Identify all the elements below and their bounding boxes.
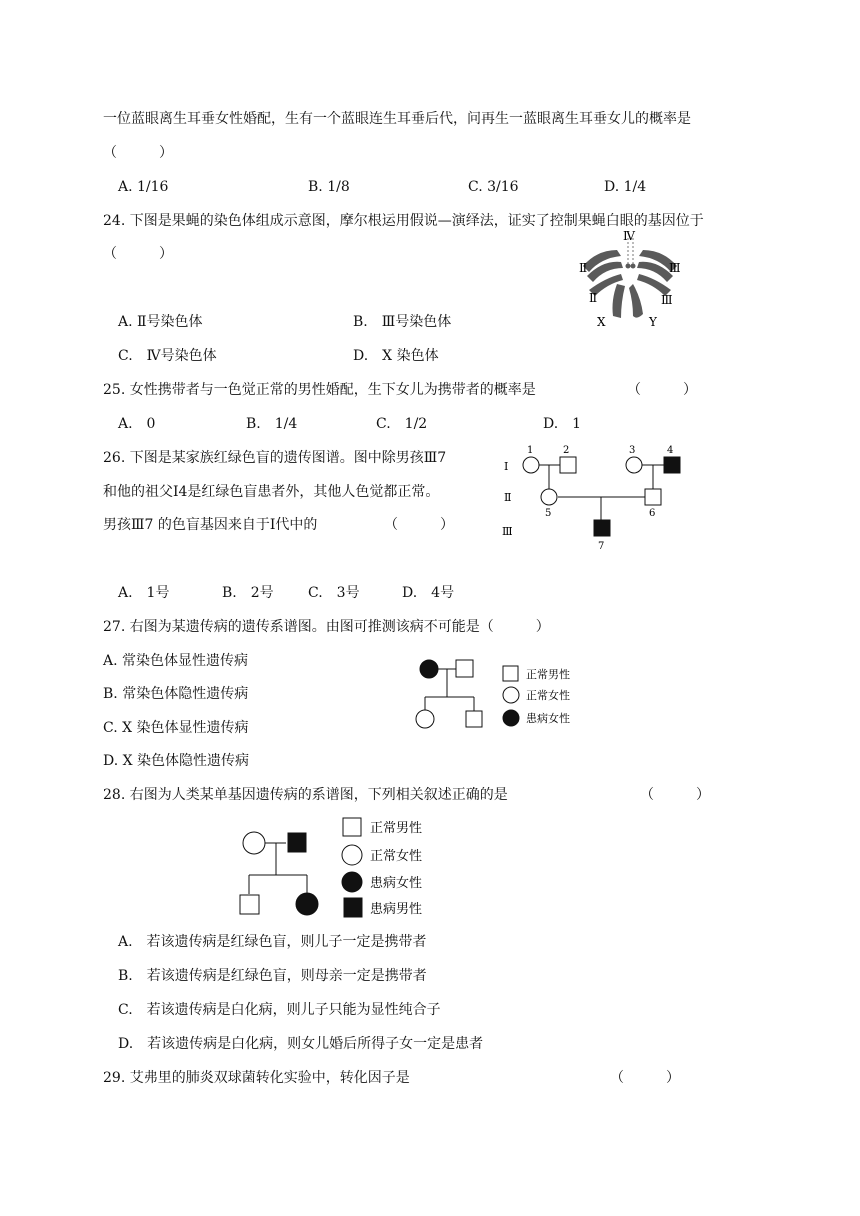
- q29-stem: 29. 艾弗里的肺炎双球菌转化实验中，转化因子是: [103, 1070, 410, 1086]
- num-4: 4: [667, 445, 674, 456]
- num-2: 2: [563, 445, 570, 456]
- q25-option-b: B. 1/4: [246, 416, 298, 432]
- q23-option-c: C. 3/16: [468, 179, 519, 195]
- q25-paren: （ ）: [627, 382, 697, 398]
- q28-father-affected: [288, 833, 306, 852]
- legend-normal-male: 正常男性: [526, 668, 570, 681]
- q23-stem: 一位蓝眼离生耳垂女性婚配，生有一个蓝眼连生耳垂后代，问再生一蓝眼离生耳垂女儿的概率是: [103, 111, 691, 127]
- q26-stem-line2: 和他的祖父Ⅰ4是红绿色盲患者外，其他人色觉都正常。: [103, 484, 440, 500]
- num-7: 7: [598, 541, 605, 552]
- legend-affected-female: 患病女性: [526, 712, 570, 725]
- chromosome-y: [629, 284, 643, 318]
- pedigree-ii5-female: [541, 489, 557, 505]
- legend-normal-female: 正常女性: [526, 689, 570, 702]
- q26-option-b: B. 2号: [222, 585, 274, 601]
- label-x: X: [597, 315, 606, 329]
- gen-label-i: Ⅰ: [504, 460, 509, 473]
- q28-legend-affected-female-icon: [342, 872, 362, 892]
- q23-option-a: A. 1/16: [118, 179, 169, 195]
- q26-pedigree: [500, 440, 700, 555]
- q24-option-c: C. Ⅳ号染色体: [118, 348, 217, 364]
- q27-option-b: B. 常染色体隐性遗传病: [103, 686, 249, 702]
- gen-label-iii: Ⅲ: [502, 525, 513, 538]
- q27-normal-daughter: [416, 710, 434, 728]
- label-y: Y: [649, 315, 657, 329]
- q28-option-b: B. 若该遗传病是红绿色盲，则母亲一定是携带者: [118, 968, 427, 984]
- q28-legend-normal-female: 正常女性: [370, 849, 423, 864]
- q27-option-c: C. X 染色体显性遗传病: [103, 720, 249, 736]
- q23-paren: （ ）: [103, 145, 173, 161]
- q27-affected-mother: [420, 660, 438, 678]
- q27-normal-son: [466, 711, 482, 727]
- pedigree-ii6-male: [645, 489, 661, 505]
- q25-option-a: A. 0: [118, 416, 156, 432]
- q24-option-a: A. Ⅱ号染色体: [118, 314, 203, 330]
- legend-normal-male-icon: [503, 666, 518, 681]
- pedigree-i1-female: [523, 457, 539, 473]
- label-iii-upper: Ⅲ: [669, 261, 681, 275]
- q28-son-normal: [240, 895, 259, 914]
- q27-normal-father: [456, 660, 473, 677]
- q25-option-c: C. 1/2: [376, 416, 428, 432]
- pedigree-iii7-affected-male: [594, 520, 610, 536]
- q27-option-d: D. X 染色体隐性遗传病: [103, 753, 250, 769]
- q26-stem-line1: 26. 下图是某家族红绿色盲的遗传图谱。图中除男孩Ⅲ7: [103, 450, 447, 466]
- q23-option-d: D. 1/4: [604, 179, 647, 195]
- label-ii-upper: Ⅱ: [579, 261, 588, 275]
- chromosome-iv-left: [626, 264, 631, 269]
- pedigree-i4-affected-male: [664, 457, 680, 473]
- pedigree-i3-female: [626, 457, 642, 473]
- legend-affected-female-icon: [503, 710, 519, 726]
- q28-legend-affected-female: 患病女性: [370, 876, 423, 891]
- q28-option-d: D. 若该遗传病是白化病，则女儿婚后所得子女一定是患者: [118, 1036, 484, 1052]
- pedigree-i2-male: [560, 457, 576, 473]
- q28-paren: （ ）: [640, 787, 710, 803]
- q28-mother-normal: [243, 832, 265, 854]
- num-3: 3: [629, 445, 636, 456]
- q27-option-a: A. 常染色体显性遗传病: [103, 653, 249, 669]
- chromosome-x: [613, 284, 626, 318]
- label-iii-lower: Ⅲ: [661, 293, 673, 307]
- num-5: 5: [545, 508, 552, 519]
- q29-paren: （ ）: [610, 1070, 680, 1086]
- q28-legend-affected-male: 患病男性: [370, 902, 423, 917]
- q25-stem: 25. 女性携带者与一色觉正常的男性婚配，生下女儿为携带者的概率是: [103, 382, 536, 398]
- num-6: 6: [649, 508, 656, 519]
- q25-option-d: D. 1: [543, 416, 582, 432]
- num-1: 1: [527, 445, 534, 456]
- gen-label-ii: Ⅱ: [504, 491, 512, 504]
- q26-option-d: D. 4号: [402, 585, 455, 601]
- fruitfly-chromosome-figure: [575, 228, 685, 328]
- q24-option-d: D. X 染色体: [353, 348, 439, 364]
- q27-stem: 27. 右图为某遗传病的遗传系谱图。由图可推测该病不可能是（ ）: [103, 619, 550, 635]
- chromosome-iv-right: [631, 264, 636, 269]
- q28-legend-affected-male-icon: [344, 898, 362, 917]
- label-ii-lower: Ⅱ: [589, 291, 598, 305]
- q28-pedigree: [236, 812, 446, 922]
- q28-legend-normal-male: 正常男性: [370, 821, 423, 836]
- q28-option-a: A. 若该遗传病是红绿色盲，则儿子一定是携带者: [118, 934, 427, 950]
- q28-stem: 28. 右图为人类某单基因遗传病的系谱图，下列相关叙述正确的是: [103, 787, 508, 803]
- q28-daughter-affected: [296, 893, 318, 915]
- q26-option-a: A. 1号: [118, 585, 170, 601]
- q26-stem-line3: 男孩Ⅲ7 的色盲基因来自于Ⅰ代中的: [103, 517, 318, 533]
- q23-option-b: B. 1/8: [308, 179, 350, 195]
- q28-legend-normal-female-icon: [342, 845, 362, 865]
- q27-pedigree: [412, 655, 592, 735]
- q26-paren: （ ）: [384, 517, 454, 533]
- q24-stem: 24. 下图是果蝇的染色体组成示意图，摩尔根运用假说—演绎法，证实了控制果蝇白眼的基因位于: [103, 213, 704, 229]
- q26-option-c: C. 3号: [308, 585, 360, 601]
- q24-paren: （ ）: [103, 246, 173, 262]
- label-iv: Ⅳ: [623, 229, 635, 243]
- q28-legend-normal-male-icon: [343, 818, 361, 836]
- q24-option-b: B. Ⅲ号染色体: [353, 314, 452, 330]
- q28-option-c: C. 若该遗传病是白化病，则儿子只能为显性纯合子: [118, 1002, 441, 1018]
- legend-normal-female-icon: [503, 687, 519, 703]
